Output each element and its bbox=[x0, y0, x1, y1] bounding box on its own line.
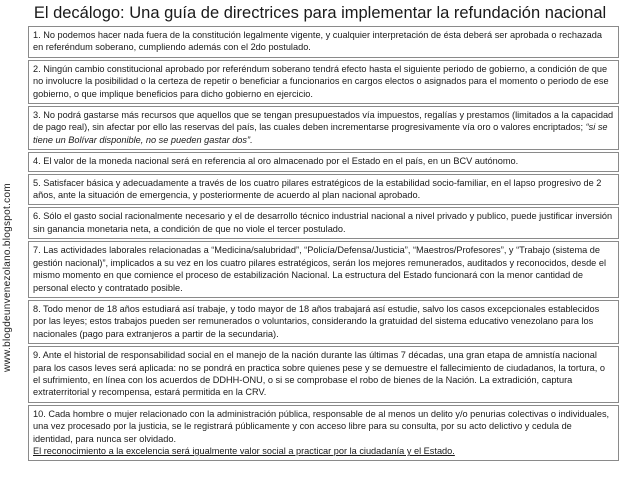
list-item bbox=[28, 174, 619, 206]
list-item bbox=[28, 26, 619, 58]
list-item bbox=[28, 241, 619, 298]
item-text: 7. Las actividades laborales relacionadas a “Medicina/salubridad”, “Policía/Defensa/Justicia”, “Maestros/Profesores”, y “Trabajo (sistema de gestión nacional)”, implicados a su vez en los cuatro pilares estratégicos, serán los mejores remunerados, auditados y reconocidos, desde el mismo momento en que comience el proceso de estabilización Nacional. La estructura del Estado funcionará con la menor cantidad de personal electo y contratado posible. bbox=[33, 245, 606, 293]
page-title: El decálogo: Una guía de directrices para implementar la refundación nacional bbox=[33, 4, 607, 22]
item-text: 5. Satisfacer básica y adecuadamente a través de los cuatro pilares estratégicos de la estabilidad socio-familiar, en el lapso progresivo de 2 años, ante la situación de emergencia, y posteriormente de acuerdo al plan nacional aprobado. bbox=[33, 177, 602, 201]
item-text: 4. El valor de la moneda nacional será en referencia al oro almacenado por el Estado en el país, en un BCV autónomo. bbox=[33, 156, 519, 167]
item-text: 3. No podrá gastarse más recursos que aquellos que se tengan presupuestados vía impuestos, regalías y prestamos (limitados a la capacidad de pago real), sin afectar por ello las reservas del país, las cuales deben incrementarse progresivamente vía oro o valores encriptados; bbox=[33, 110, 614, 133]
blog-url-watermark: www.blogdeunvenezolano.blogspot.com bbox=[2, 183, 13, 372]
list-item bbox=[28, 346, 619, 403]
item-text: 6. Sólo el gasto social racionalmente necesario y el de desarrollo técnico industrial nacional a nivel privado y publico, puede justificar inversión sin ganancia monetaria neta, a condición de que no viole el tercer postulado. bbox=[33, 211, 613, 234]
item-text: 10. Cada hombre o mujer relacionado con la administración pública, responsable de al menos un delito y/o penurias colectivas o individuales, una vez procesado por la justicia, se le registrará públicamente y con acceso libre para su consulta, por su acto delictivo y cedula de identidad, para nunca ser olvidado. bbox=[33, 408, 610, 444]
decalogue-list bbox=[28, 26, 619, 463]
item-text: 2. Ningún cambio constitucional aprobado por referéndum soberano tendrá efecto hasta el siguiente periodo de gobierno, a condición de que no involucre la posibilidad o la certeza de repetir o beneficiar a funcionarios en cargos electos o asignados para el momento o periodo de ese gobierno, o que implique beneficios para dicho gobierno en ejercicio. bbox=[33, 63, 609, 99]
item-text: 9. Ante el historial de responsabilidad social en el manejo de la nación durante las últimas 7 décadas, una gran etapa de amnistía nacional para los casos leves será aplicada: no se pondrá en practica sobre quienes pese y se demuestre el fallecimiento de ciudadanos, la tortura, o el sufrimiento, en línea con los acuerdos de DDHH-ONU, o si se comprobase el robo de bienes de la Nación. La extradición, captura extraterritorial y recompensa, estará permitida en la CRV. bbox=[33, 350, 606, 398]
list-item bbox=[28, 300, 619, 344]
item-underlined-text: El reconocimiento a la excelencia será igualmente valor social a practicar por la ciudadanía y el Estado. bbox=[33, 445, 455, 456]
item-quote: “si se tiene un Bolívar disponible, no se pueden gastar dos”. bbox=[33, 122, 608, 145]
list-item bbox=[28, 207, 619, 239]
list-item bbox=[28, 60, 619, 104]
item-text: 1. No podemos hacer nada fuera de la constitución legalmente vigente, y cualquier interpretación de ésta deberá ser aprobada o rechazada en referéndum soberano, cumpliendo además con el 2do postulado. bbox=[33, 30, 602, 53]
list-item bbox=[28, 152, 619, 171]
list-item bbox=[28, 106, 619, 150]
item-text: 8. Todo menor de 18 años estudiará así trabaje, y todo mayor de 18 años trabajará así estudie, salvo los casos excepcionales establecidos por las leyes; estos trabajos pueden ser remunerados o voluntarios, considerando la gratuidad del sistema educativo venezolano para los nacionales (pago para extranjeros a partir de la secundaria). bbox=[33, 303, 600, 339]
list-item bbox=[28, 405, 619, 462]
